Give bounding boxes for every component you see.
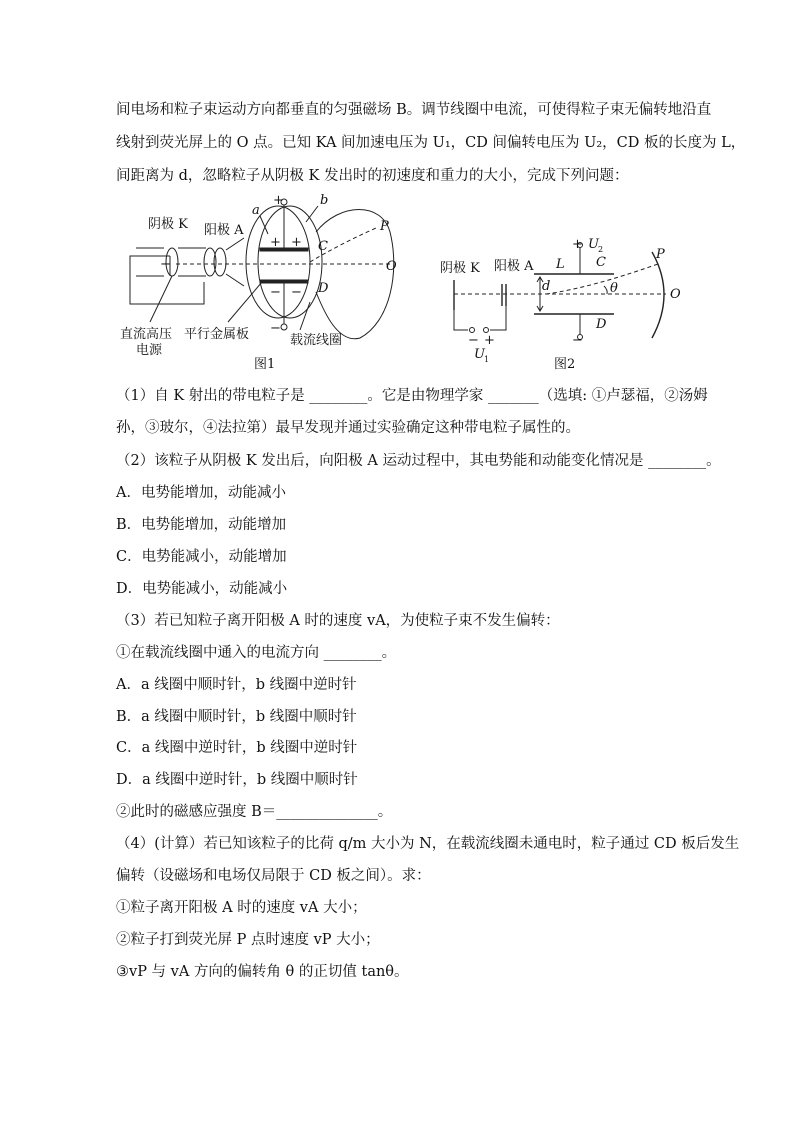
label-power: 直流高压	[120, 327, 173, 342]
label-plates: 平行金属板	[184, 327, 250, 342]
label-u1-sub: 1	[484, 355, 490, 364]
q3-option-c: C．a 线圈中逆时针，b 线圈中逆时针	[116, 740, 358, 756]
figure-svg	[110, 192, 690, 382]
label-power-2: 电源	[136, 343, 163, 358]
q2-option-b: B．电势能增加，动能增加	[116, 517, 287, 533]
tube-neck	[226, 238, 244, 286]
figure-2-labels	[440, 237, 681, 372]
label-p: P	[380, 219, 389, 234]
label-minus-bottom: −	[270, 321, 281, 336]
q1-line-1: （1）自 K 射出的带电粒子是 ________。它是由物理学家 _______（选填: ①卢瑟福，②汤姆	[116, 388, 708, 404]
q3-sub-2: ②此时的磁感应强度 B＝______________。	[116, 804, 393, 820]
label-minus-d2: −	[291, 285, 302, 300]
label-o: O	[386, 259, 397, 274]
plate-d	[260, 280, 308, 283]
label-l: L	[556, 257, 565, 272]
intro-line-1: 间电场和粒子束运动方向都垂直的匀强磁场 B。调节线圈中电流，可使得粒子束无偏转地沿直	[116, 102, 712, 118]
q3-sub-1: ①在载流线圈中通入的电流方向 ________。	[116, 645, 397, 661]
label-b: b	[320, 193, 329, 208]
tube-mid	[178, 248, 206, 276]
q4-sub-2: ②粒子打到荧光屏 P 点时速度 vP 大小；	[116, 932, 380, 948]
label-c: C	[318, 239, 328, 254]
label-plus-c: +	[270, 235, 281, 250]
q2-option-a: A．电势能增加，动能减小	[116, 485, 286, 501]
screen-arc	[652, 252, 664, 338]
figures-area	[110, 192, 690, 382]
q4-sub-1: ①粒子离开阳极 A 时的速度 vA 大小；	[116, 900, 367, 916]
label-u1: U	[474, 347, 485, 362]
q2-stem: （2）该粒子从阴极 K 发出后，向阳极 A 运动过程中，其电势能和动能变化情况是 ________。	[116, 453, 721, 469]
u1-circuit	[454, 306, 506, 330]
label-d2: D	[596, 317, 607, 332]
label-d: D	[318, 281, 329, 296]
coil-a	[246, 206, 310, 318]
q1-line-2: 孙，③玻尔，④法拉第）最早发现并通过实验确定这种带电粒子属性的。	[116, 420, 580, 436]
q4-sub-3: ③vP 与 vA 方向的偏转角 θ 的正切值 tanθ。	[116, 964, 409, 980]
label-u1-minus: −	[468, 333, 479, 348]
caption-fig2: 图2	[554, 357, 576, 372]
u1-terminal-1	[470, 328, 475, 333]
label-cathode: 阴极 K	[148, 217, 188, 232]
q3-option-a: A．a 线圈中顺时针，b 线圈中逆时针	[116, 677, 357, 693]
q3-option-d: D．a 线圈中逆时针，b 线圈中顺时针	[116, 772, 358, 788]
figure-1-labels	[120, 193, 397, 372]
label-a: a	[252, 203, 260, 218]
label-theta: θ	[610, 281, 618, 296]
q3-option-b: B．a 线圈中顺时针，b 线圈中顺时针	[116, 709, 357, 725]
q2-option-d: D．电势能减小，动能减小	[116, 581, 288, 597]
label-plus-top: +	[273, 193, 284, 208]
intro-line-3: 间距离为 d，忽略粒子从阴极 K 发出时的初速度和重力的大小，完成下列问题：	[116, 168, 629, 184]
label-minus-cathode: −	[160, 257, 171, 272]
u1-terminal-2	[484, 328, 489, 333]
label-u2-plus: +	[572, 237, 583, 252]
label-plus-c2: +	[291, 235, 302, 250]
label-minus-d: −	[270, 285, 281, 300]
leader-coil	[300, 302, 310, 330]
terminal-bottom	[281, 324, 287, 330]
label-anode-2: 阳极 A	[494, 259, 534, 274]
q3-stem: （3）若已知粒子离开阳极 A 时的速度 vA，为使粒子束不发生偏转：	[116, 613, 560, 629]
label-o2: O	[670, 287, 681, 302]
leader-plates	[228, 282, 262, 322]
label-u1-plus: +	[484, 333, 495, 348]
label-u2: U	[588, 237, 599, 252]
label-c2: C	[596, 255, 606, 270]
q4-line-1: （4）(计算）若已知该粒子的比荷 q/m 大小为 N，在载流线圈未通电时，粒子通过 CD 板后发生	[116, 836, 740, 852]
theta-arc	[604, 286, 607, 294]
caption-fig1: 图1	[254, 357, 276, 372]
leader-b	[306, 206, 318, 222]
label-anode: 阳极 A	[204, 223, 244, 238]
label-cathode-2: 阴极 K	[440, 261, 480, 276]
label-u2-minus: −	[572, 333, 583, 348]
leader-a	[260, 216, 268, 234]
intro-line-2: 线射到荧光屏上的 O 点。已知 KA 间加速电压为 U₁，CD 间偏转电压为 U₂，CD 板的长度为 L，	[116, 135, 746, 151]
leader-power	[150, 276, 172, 322]
label-p2: P	[656, 247, 665, 262]
label-u2-sub: 2	[598, 245, 604, 254]
coil-b	[258, 206, 322, 318]
q4-line-2: 偏转（设磁场和电场仅局限于 CD 板之间）。求：	[116, 868, 431, 884]
q2-option-c: C．电势能减小，动能增加	[116, 549, 287, 565]
label-coil: 载流线圈	[290, 333, 343, 348]
label-d-letter: d	[542, 279, 551, 294]
